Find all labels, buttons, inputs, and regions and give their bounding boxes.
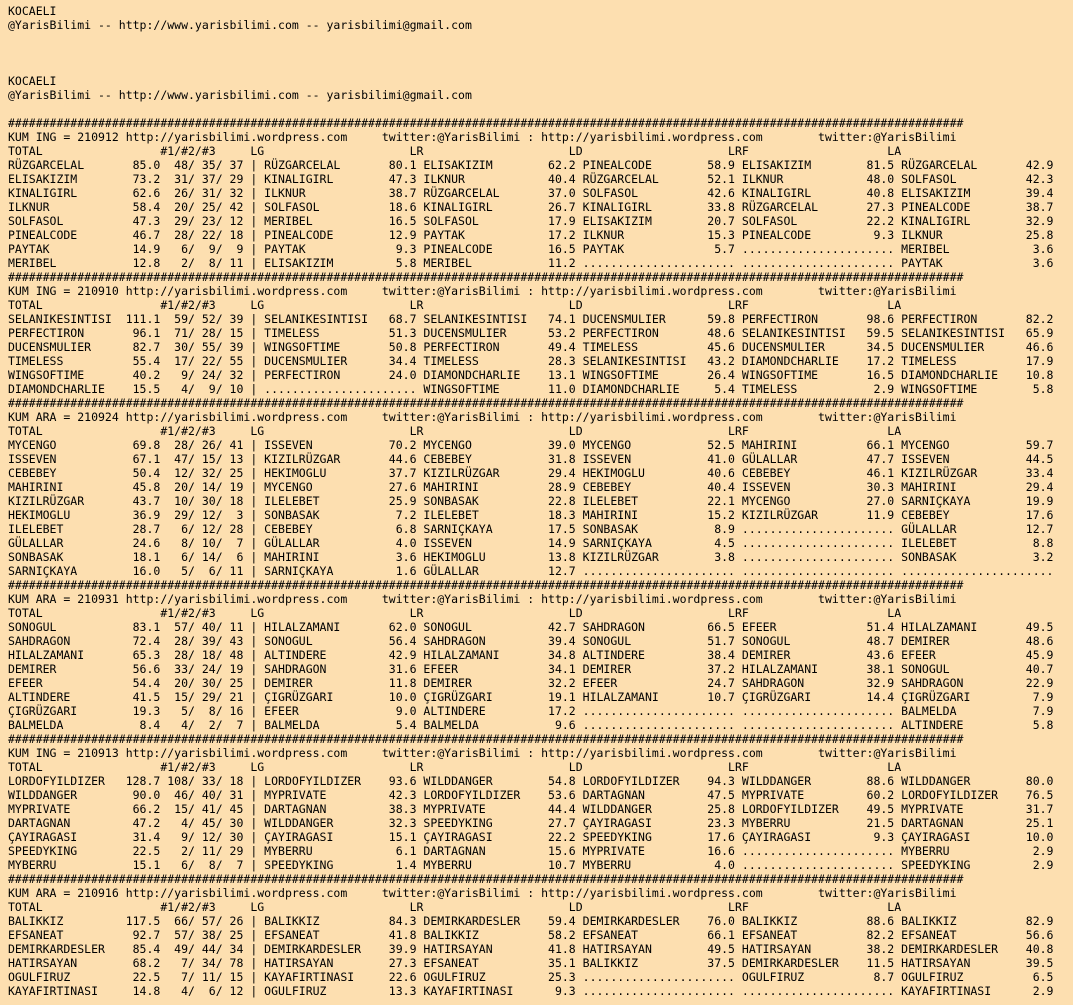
column-header: TOTAL #1/#2/#3 LG LR LD LRF LA bbox=[8, 144, 902, 158]
blank-line bbox=[8, 60, 1068, 74]
result-row: ILKNUR 58.4 20/ 25/ 42 | SOLFASOL 18.6 KINALIGIRL 26.7 KINALIGIRL 33.8 RÜZGARCELAL 27.3 PINEALCODE 38.7 bbox=[8, 200, 1054, 214]
result-row: ALTINDERE 41.5 15/ 29/ 21 | ÇIGRÜZGARI 10.0 ÇIGRÜZGARI 19.1 HILALZAMANI 10.7 ÇIGRÜZGARI 14.4 ÇIGRÜZGARI 7.9 bbox=[8, 690, 1054, 704]
result-row: SPEEDYKING 22.5 2/ 11/ 29 | MYBERRU 6.1 DARTAGNAN 15.6 MYPRIVATE 16.6 ...................... MYBERRU 2.9 bbox=[8, 844, 1054, 858]
race-header: KUM ING = 210912 http://yarisbilimi.wordpress.com twitter:@YarisBilimi : http://yarisbilimi.wordpress.com twitter:@YarisBilimi bbox=[8, 130, 957, 144]
result-row: SONOGUL 83.1 57/ 40/ 11 | HILALZAMANI 62.0 SONOGUL 42.7 SAHDRAGON 66.5 EFEER 51.4 HILALZAMANI 49.5 bbox=[8, 620, 1054, 634]
result-row: BALMELDA 8.4 4/ 2/ 7 | BALMELDA 5.4 BALMELDA 9.6 ...................... ...................... ALTINDERE 5.8 bbox=[8, 718, 1054, 732]
column-header: TOTAL #1/#2/#3 LG LR LD LRF LA bbox=[8, 760, 902, 774]
column-header: TOTAL #1/#2/#3 LG LR LD LRF LA bbox=[8, 900, 902, 914]
result-row: KAYAFIRTINASI 14.8 4/ 6/ 12 | OGULFIRUZ 13.3 KAYAFIRTINASI 9.3 ...................... ...................... KAYAFIRTINASI 2.9 bbox=[8, 984, 1054, 998]
result-row: HILALZAMANI 65.3 28/ 18/ 48 | ALTINDERE 42.9 HILALZAMANI 34.8 ALTINDERE 38.4 DEMIRER 43.6 EFEER 45.9 bbox=[8, 648, 1054, 662]
separator-line: ########################################################################################################################################## bbox=[8, 116, 964, 130]
race-header: KUM ARA = 210924 http://yarisbilimi.wordpress.com twitter:@YarisBilimi : http://yarisbilimi.wordpress.com twitter:@YarisBilimi bbox=[8, 410, 957, 424]
result-row: HEKIMOGLU 36.9 29/ 12/ 3 | SONBASAK 7.2 ILELEBET 18.3 MAHIRINI 15.2 KIZILRÜZGAR 11.9 CEBEBEY 17.6 bbox=[8, 508, 1054, 522]
result-row: WILDDANGER 90.0 46/ 40/ 31 | MYPRIVATE 42.3 LORDOFYILDIZER 53.6 DARTAGNAN 47.5 MYPRIVATE 60.2 LORDOFYILDIZER 76.5 bbox=[8, 788, 1054, 802]
result-row: ÇIGRÜZGARI 19.3 5/ 8/ 16 | EFEER 9.0 ALTINDERE 17.2 ...................... ...................... BALMELDA 7.9 bbox=[8, 704, 1054, 718]
result-row: ILELEBET 28.7 6/ 12/ 28 | CEBEBEY 6.8 SARNIÇKAYA 17.5 SONBASAK 8.9 ...................... GÜLALLAR 12.7 bbox=[8, 522, 1054, 536]
result-row: OGULFIRUZ 22.5 7/ 11/ 15 | KAYAFIRTINASI 22.6 OGULFIRUZ 25.3 ...................... OGULFIRUZ 8.7 OGULFIRUZ 6.5 bbox=[8, 970, 1054, 984]
result-row: KIZILRÜZGAR 43.7 10/ 30/ 18 | ILELEBET 25.9 SONBASAK 22.8 ILELEBET 22.1 MYCENGO 27.0 SARNIÇKAYA 19.9 bbox=[8, 494, 1054, 508]
result-row: LORDOFYILDIZER 128.7 108/ 33/ 18 | LORDOFYILDIZER 93.6 WILDDANGER 54.8 LORDOFYILDIZER 94.3 WILDDANGER 88.6 WILDDANGER 80.0 bbox=[8, 774, 1054, 788]
result-row: DEMIRKARDESLER 85.4 49/ 44/ 34 | DEMIRKARDESLER 39.9 HATIRSAYAN 41.8 HATIRSAYAN 49.5 HATIRSAYAN 38.2 DEMIRKARDESLER 40.8 bbox=[8, 942, 1054, 956]
race-header: KUM ARA = 210931 http://yarisbilimi.wordpress.com twitter:@YarisBilimi : http://yarisbilimi.wordpress.com twitter:@YarisBilimi bbox=[8, 592, 957, 606]
blank-line bbox=[8, 46, 1068, 60]
result-row: GÜLALLAR 24.6 8/ 10/ 7 | GÜLALLAR 4.0 ISSEVEN 14.9 SARNIÇKAYA 4.5 ...................... ILELEBET 8.8 bbox=[8, 536, 1054, 550]
result-row: RÜZGARCELAL 85.0 48/ 35/ 37 | RÜZGARCELAL 80.1 ELISAKIZIM 62.2 PINEALCODE 58.9 ELISAKIZIM 81.5 RÜZGARCELAL 42.9 bbox=[8, 158, 1054, 172]
result-row: PINEALCODE 46.7 28/ 22/ 18 | PINEALCODE 12.9 PAYTAK 17.2 ILKNUR 15.3 PINEALCODE 9.3 ILKNUR 25.8 bbox=[8, 228, 1054, 242]
separator-line: ########################################################################################################################################## bbox=[8, 872, 964, 886]
blank-line bbox=[8, 102, 1068, 116]
result-row: MYCENGO 69.8 28/ 26/ 41 | ISSEVEN 70.2 MYCENGO 39.0 MYCENGO 52.5 MAHIRINI 66.1 MYCENGO 59.7 bbox=[8, 438, 1054, 452]
result-row: PAYTAK 14.9 6/ 9/ 9 | PAYTAK 9.3 PINEALCODE 16.5 PAYTAK 5.7 ...................... MERIBEL 3.6 bbox=[8, 242, 1054, 256]
blank-line bbox=[8, 32, 1068, 46]
result-row: HATIRSAYAN 68.2 7/ 34/ 78 | HATIRSAYAN 27.3 EFSANEAT 35.1 BALIKKIZ 37.5 DEMIRKARDESLER 11.5 HATIRSAYAN 39.5 bbox=[8, 956, 1054, 970]
result-row: BALIKKIZ 117.5 66/ 57/ 26 | BALIKKIZ 84.3 DEMIRKARDESLER 59.4 DEMIRKARDESLER 76.0 BALIKKIZ 88.6 BALIKKIZ 82.9 bbox=[8, 914, 1054, 928]
separator-line: ########################################################################################################################################## bbox=[8, 270, 964, 284]
result-row: SAHDRAGON 72.4 28/ 39/ 43 | SONOGUL 56.4 SAHDRAGON 39.4 SONOGUL 51.7 SONOGUL 48.7 DEMIRER 48.6 bbox=[8, 634, 1054, 648]
result-row: SOLFASOL 47.3 29/ 23/ 12 | MERIBEL 16.5 SOLFASOL 17.9 ELISAKIZIM 20.7 SOLFASOL 22.2 KINALIGIRL 32.9 bbox=[8, 214, 1054, 228]
result-row: TIMELESS 55.4 17/ 22/ 55 | DUCENSMULIER 34.4 TIMELESS 28.3 SELANIKESINTISI 43.2 DIAMONDCHARLIE 17.2 TIMELESS 17.9 bbox=[8, 354, 1054, 368]
result-row: PERFECTIRON 96.1 71/ 28/ 15 | TIMELESS 51.3 DUCENSMULIER 53.2 PERFECTIRON 48.6 SELANIKESINTISI 59.5 SELANIKESINTISI 65.9 bbox=[8, 326, 1054, 340]
result-row: ISSEVEN 67.1 47/ 15/ 13 | KIZILRÜZGAR 44.6 CEBEBEY 31.8 ISSEVEN 41.0 GÜLALLAR 47.7 ISSEVEN 44.5 bbox=[8, 452, 1054, 466]
text-line: KOCAELI bbox=[8, 4, 57, 18]
result-row: DEMIRER 56.6 33/ 24/ 19 | SAHDRAGON 31.6 EFEER 34.1 DEMIRER 37.2 HILALZAMANI 38.1 SONOGUL 40.7 bbox=[8, 662, 1054, 676]
separator-line: ########################################################################################################################################## bbox=[8, 578, 964, 592]
race-results-document bbox=[8, 4, 1068, 998]
result-row: KINALIGIRL 62.6 26/ 31/ 32 | ILKNUR 38.7 RÜZGARCELAL 37.0 SOLFASOL 42.6 KINALIGIRL 40.8 ELISAKIZIM 39.4 bbox=[8, 186, 1054, 200]
result-row: MYBERRU 15.1 6/ 8/ 7 | SPEEDYKING 1.4 MYBERRU 10.7 MYBERRU 4.0 ...................... SPEEDYKING 2.9 bbox=[8, 858, 1054, 872]
result-row: ELISAKIZIM 73.2 31/ 37/ 29 | KINALIGIRL 47.3 ILKNUR 40.4 RÜZGARCELAL 52.1 ILKNUR 48.0 SOLFASOL 42.3 bbox=[8, 172, 1054, 186]
result-row: ÇAYIRAGASI 31.4 9/ 12/ 30 | ÇAYIRAGASI 15.1 ÇAYIRAGASI 22.2 SPEEDYKING 17.6 ÇAYIRAGASI 9.3 ÇAYIRAGASI 10.0 bbox=[8, 830, 1054, 844]
result-row: DARTAGNAN 47.2 4/ 45/ 30 | WILDDANGER 32.3 SPEEDYKING 27.7 ÇAYIRAGASI 23.3 MYBERRU 21.5 DARTAGNAN 25.1 bbox=[8, 816, 1054, 830]
text-line: KOCAELI bbox=[8, 74, 57, 88]
result-row: SARNIÇKAYA 16.0 5/ 6/ 11 | SARNIÇKAYA 1.6 GÜLALLAR 12.7 ...................... ...................... ...................... bbox=[8, 564, 1054, 578]
column-header: TOTAL #1/#2/#3 LG LR LD LRF LA bbox=[8, 606, 902, 620]
separator-line: ########################################################################################################################################## bbox=[8, 732, 964, 746]
result-row: MERIBEL 12.8 2/ 8/ 11 | ELISAKIZIM 5.8 MERIBEL 11.2 ...................... ...................... PAYTAK 3.6 bbox=[8, 256, 1054, 270]
race-header: KUM ING = 210910 http://yarisbilimi.wordpress.com twitter:@YarisBilimi : http://yarisbilimi.wordpress.com twitter:@YarisBilimi bbox=[8, 284, 957, 298]
result-row: DUCENSMULIER 82.7 30/ 55/ 39 | WINGSOFTIME 50.8 PERFECTIRON 49.4 TIMELESS 45.6 DUCENSMULIER 34.5 DUCENSMULIER 46.6 bbox=[8, 340, 1054, 354]
text-line: @YarisBilimi -- http://www.yarisbilimi.com -- yarisbilimi@gmail.com bbox=[8, 18, 472, 32]
result-row: SONBASAK 18.1 6/ 14/ 6 | MAHIRINI 3.6 HEKIMOGLU 13.8 KIZILRÜZGAR 3.8 ...................... SONBASAK 3.2 bbox=[8, 550, 1054, 564]
result-row: EFEER 54.4 20/ 30/ 25 | DEMIRER 11.8 DEMIRER 32.2 EFEER 24.7 SAHDRAGON 32.9 SAHDRAGON 22.9 bbox=[8, 676, 1054, 690]
result-row: DIAMONDCHARLIE 15.5 4/ 9/ 10 | ...................... WINGSOFTIME 11.0 DIAMONDCHARLIE 5.4 TIMELESS 2.9 WINGSOFTIME 5.8 bbox=[8, 382, 1054, 396]
result-row: CEBEBEY 50.4 12/ 32/ 25 | HEKIMOGLU 37.7 KIZILRÜZGAR 29.4 HEKIMOGLU 40.6 CEBEBEY 46.1 KIZILRÜZGAR 33.4 bbox=[8, 466, 1054, 480]
result-row: EFSANEAT 92.7 57/ 38/ 25 | EFSANEAT 41.8 BALIKKIZ 58.2 EFSANEAT 66.1 EFSANEAT 82.2 EFSANEAT 56.6 bbox=[8, 928, 1054, 942]
column-header: TOTAL #1/#2/#3 LG LR LD LRF LA bbox=[8, 424, 902, 438]
text-line: @YarisBilimi -- http://www.yarisbilimi.com -- yarisbilimi@gmail.com bbox=[8, 88, 472, 102]
column-header: TOTAL #1/#2/#3 LG LR LD LRF LA bbox=[8, 298, 902, 312]
result-row: MAHIRINI 45.8 20/ 14/ 19 | MYCENGO 27.6 MAHIRINI 28.9 CEBEBEY 40.4 ISSEVEN 30.3 MAHIRINI 29.4 bbox=[8, 480, 1054, 494]
race-header: KUM ING = 210913 http://yarisbilimi.wordpress.com twitter:@YarisBilimi : http://yarisbilimi.wordpress.com twitter:@YarisBilimi bbox=[8, 746, 957, 760]
result-row: MYPRIVATE 66.2 15/ 41/ 45 | DARTAGNAN 38.3 MYPRIVATE 44.4 WILDDANGER 25.8 LORDOFYILDIZER 49.5 MYPRIVATE 31.7 bbox=[8, 802, 1054, 816]
result-row: SELANIKESINTISI 111.1 59/ 52/ 39 | SELANIKESINTISI 68.7 SELANIKESINTISI 74.1 DUCENSMULIER 59.8 PERFECTIRON 98.6 PERFECTIRON 82.2 bbox=[8, 312, 1054, 326]
result-row: WINGSOFTIME 40.2 9/ 24/ 32 | PERFECTIRON 24.0 DIAMONDCHARLIE 13.1 WINGSOFTIME 26.4 WINGSOFTIME 16.5 DIAMONDCHARLIE 10.8 bbox=[8, 368, 1054, 382]
separator-line: ########################################################################################################################################## bbox=[8, 396, 964, 410]
race-header: KUM ARA = 210916 http://yarisbilimi.wordpress.com twitter:@YarisBilimi : http://yarisbilimi.wordpress.com twitter:@YarisBilimi bbox=[8, 886, 957, 900]
